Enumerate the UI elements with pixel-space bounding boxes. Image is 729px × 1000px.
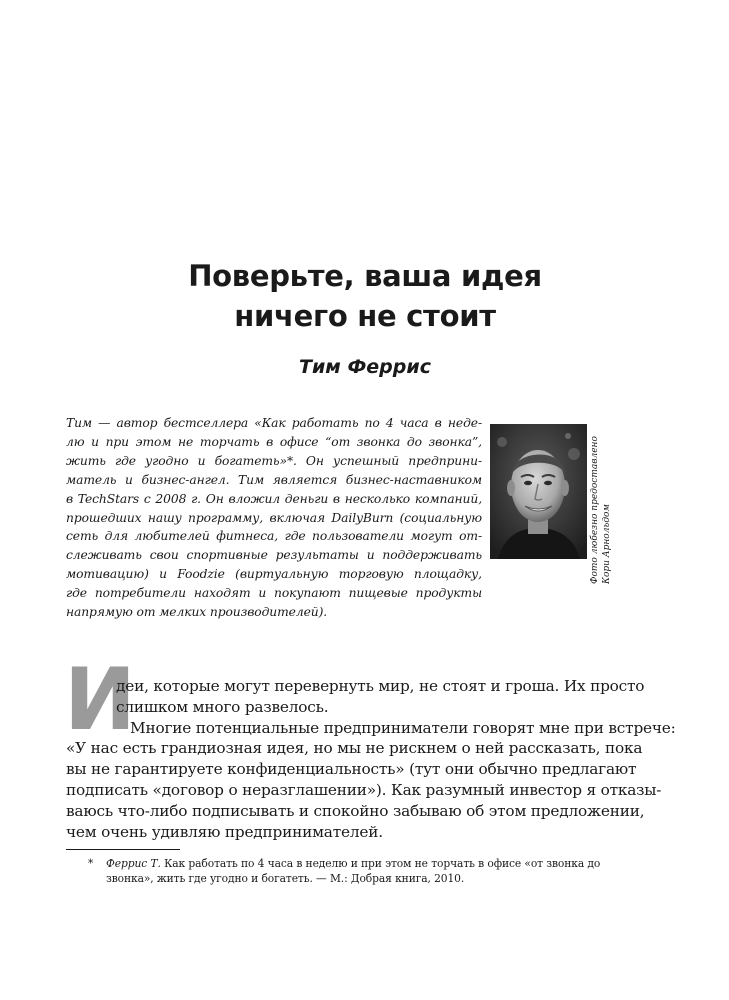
photo-credit-line-1: Фото любезно предоставлено — [590, 436, 600, 584]
body-line: вы не гарантируете конфиденциальность» (тут они обычно предлагают — [66, 760, 637, 779]
body-text — [66, 676, 676, 842]
footnote-line-1 — [66, 856, 612, 871]
footnote-author: Феррис Т. — [106, 857, 161, 870]
intro-line: лю и при этом не торчать в офисе “от звонка до звонка”, — [66, 434, 482, 449]
chapter-title — [60, 256, 670, 336]
intro-line: Тим — автор бестселлера «Как работать по 4 часа в неде- — [66, 416, 482, 430]
footnote-divider — [66, 849, 180, 850]
chapter-title-line-1: Поверьте, ваша идея — [188, 259, 542, 293]
body-line: деи, которые могут перевернуть мир, не стоят и гроша. Их просто — [116, 677, 645, 695]
intro-line: сеть для любителей фитнеса, где пользователи могут от- — [66, 529, 482, 544]
intro-line: напрямую от мелких производителей). — [66, 605, 328, 620]
body-line: чем очень удивляю предпринимателей. — [66, 822, 383, 841]
body-line: слишком много развелось. — [116, 697, 329, 716]
footnote — [66, 856, 612, 886]
intro-line: жить где угодно и богатеть»*. Он успешный предприни- — [66, 453, 482, 468]
photo-credit — [589, 424, 615, 584]
author-photo — [490, 424, 587, 559]
intro-line: мотивацию) и Foodzie (виртуальную торговую площадку, — [66, 567, 482, 582]
intro-line: прошедших нашу программу, включая DailyBurn (социальную — [66, 510, 482, 525]
chapter-author: Тим Феррис — [299, 356, 431, 378]
body-line: Многие потенциальные предприниматели говорят мне при встрече: — [130, 718, 676, 737]
body-line: «У нас есть грандиозная идея, но мы не рискнем о ней рассказать, пока — [66, 739, 643, 758]
intro-line: матель и бизнес-ангел. Тим является бизнес-наставником — [66, 472, 482, 487]
body-line: ваюсь что-либо подписывать и спокойно забываю об этом предложении, — [66, 801, 645, 820]
intro-line: в TechStars с 2008 г. Он вложил деньги в несколько компаний, — [66, 491, 482, 506]
chapter-title-line-2: ничего не стоит — [234, 299, 496, 333]
intro-line: где потребители находят и покупают пищевые продукты — [66, 586, 482, 601]
footnote-marker: * — [88, 857, 94, 870]
portrait-image — [490, 424, 587, 559]
photo-credit-line-2: Кори Арнольдом — [602, 504, 612, 584]
footnote-line-1-text: Как работать по 4 часа в неделю и при этом не торчать в офисе «от звонка до — [160, 857, 601, 870]
footnote-line-2: звонка», жить где угодно и богатеть. — М.: Добрая книга, 2010. — [106, 872, 465, 885]
author-intro — [66, 414, 482, 622]
drop-cap: И — [64, 650, 136, 750]
body-line: подписать «договор о неразглашении»). Как разумный инвестор я отказы- — [66, 780, 662, 799]
intro-line: слеживать свои спортивные результаты и поддерживать — [66, 548, 482, 563]
